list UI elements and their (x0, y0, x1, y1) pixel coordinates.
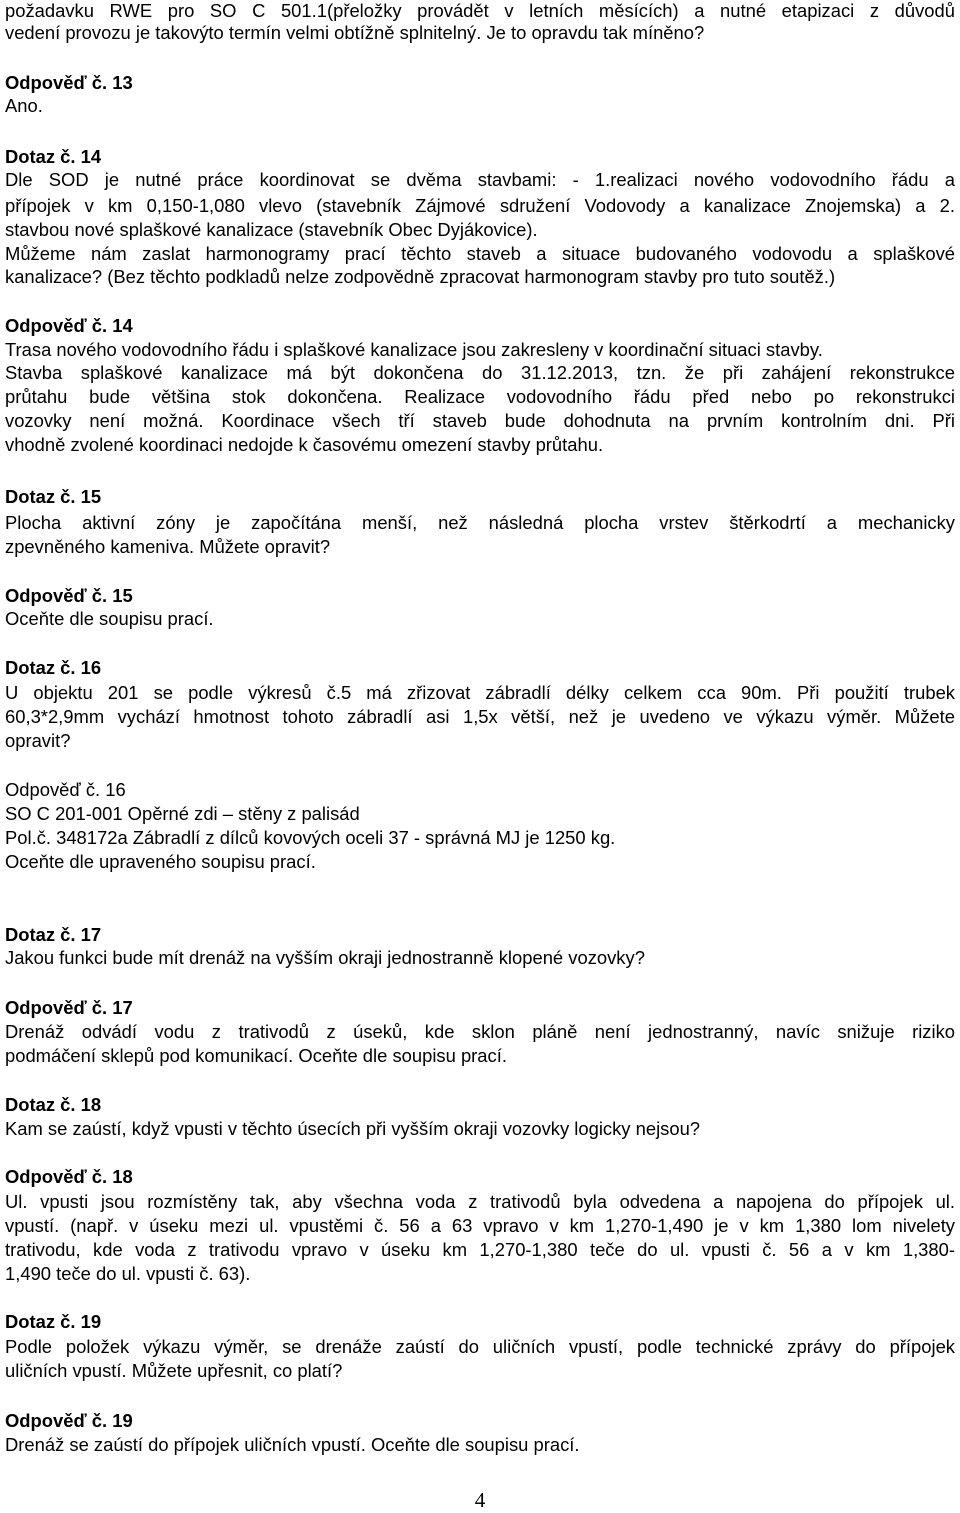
question-line: stavbou nové splaškové kanalizace (stavebník Obec Dyjákovice). (5, 219, 538, 240)
question-line: kanalizace? (Bez těchto podkladů nelze zodpovědně zpracovat harmonogram stavby pro tuto soutěž.) (5, 266, 836, 287)
page-number: 4 (474, 1488, 486, 1512)
answer-heading: Odpověď č. 18 (5, 1166, 133, 1187)
answer-line: Stavba splaškové kanalizace má být dokončena do 31.12.2013, tzn. že při zahájení rekonstrukce (5, 362, 955, 383)
question-line: U objektu 201 se podle výkresů č.5 má zřizovat zábradlí délky celkem cca 90m. Při použití trubek (5, 682, 955, 703)
question-heading: Dotaz č. 18 (5, 1094, 102, 1115)
answer-line: vozovky není možná. Koordinace všech tří staveb bude dohodnuta na prvním kontrolním dni. Při (5, 410, 955, 431)
paragraph-line: vedení provozu je takovýto termín velmi obtížně splnitelný. Je to opravdu tak míněno? (5, 22, 705, 43)
answer-line: Ul. vpusti jsou rozmístěny tak, aby všechna voda z trativodů byla odvedena a napojena do přípojek ul. (5, 1191, 955, 1212)
answer-line: SO C 201-001 Opěrné zdi – stěny z palisád (5, 803, 360, 824)
question-line: Můžeme nám zaslat harmonogramy prací těchto staveb a situace budovaného vodovodu a splaškové (5, 243, 955, 264)
answer-heading: Odpověď č. 19 (5, 1410, 133, 1431)
question-line: opravit? (5, 730, 71, 751)
answer-text: Ano. (5, 95, 43, 116)
question-line: uličních vpustí. Můžete upřesnit, co platí? (5, 1360, 343, 1381)
answer-line: vhodně zvolené koordinaci nedojde k časovému omezení stavby průtahu. (5, 434, 604, 455)
question-line: 60,3*2,9mm vychází hmotnost tohoto zábradlí asi 1,5x větší, než je uvedeno ve výkazu výměr. Můžete (5, 706, 955, 727)
paragraph-line: požadavku RWE pro SO C 501.1(přeložky provádět v letních měsících) a nutné etapizaci z důvodů (5, 0, 955, 21)
answer-line: Drenáž odvádí vodu z trativodů z úseků, kde sklon pláně není jednostranný, navíc snižuje riziko (5, 1021, 955, 1042)
answer-heading: Odpověď č. 14 (5, 315, 133, 336)
question-line: Podle položek výkazu výměr, se drenáže zaústí do uličních vpustí, podle technické zprávy do přípojek (5, 1336, 955, 1357)
answer-text: Oceňte dle soupisu prací. (5, 608, 214, 629)
answer-line: 1,490 teče do ul. vpusti č. 63). (5, 1263, 251, 1284)
answer-line: průtahu bude většina stok dokončena. Realizace vodovodního řádu před nebo po rekonstrukci (5, 386, 955, 407)
question-line: zpevněného kameniva. Můžete opravit? (5, 536, 331, 557)
question-line: Plocha aktivní zóny je započítána menší, než následná plocha vrstev štěrkodrtí a mechanicky (5, 512, 955, 533)
answer-line: trativodu, kde voda z trativodu vpravo v úseku km 1,270-1,380 teče do ul. vpusti č. 56 a v km 1,380- (5, 1239, 955, 1260)
question-heading: Dotaz č. 14 (5, 146, 102, 167)
question-heading: Dotaz č. 15 (5, 486, 102, 507)
question-heading: Dotaz č. 19 (5, 1311, 102, 1332)
question-heading: Dotaz č. 17 (5, 924, 102, 945)
question-text: Jakou funkci bude mít drenáž na vyšším okraji jednostranně klopené vozovky? (5, 947, 645, 968)
answer-heading: Odpověď č. 15 (5, 585, 133, 606)
answer-line: vpustí. (např. v úseku mezi ul. vpustěmi č. 56 a 63 vpravo v km 1,270-1,490 je v km 1,380 lom nivelety (5, 1215, 955, 1236)
answer-line: podmáčení sklepů pod komunikací. Oceňte dle soupisu prací. (5, 1045, 507, 1066)
question-text: Kam se zaústí, když vpusti v těchto úsecích při vyšším okraji vozovky logicky nejsou? (5, 1118, 701, 1139)
question-line: Dle SOD je nutné práce koordinovat se dvěma stavbami: - 1.realizaci nového vodovodního řádu a (5, 169, 955, 190)
question-heading: Dotaz č. 16 (5, 657, 102, 678)
answer-text: Drenáž se zaústí do přípojek uličních vpustí. Oceňte dle soupisu prací. (5, 1434, 580, 1455)
answer-heading: Odpověď č. 13 (5, 72, 133, 93)
answer-line: Oceňte dle upraveného soupisu prací. (5, 851, 316, 872)
answer-line: Pol.č. 348172a Zábradlí z dílců kovových oceli 37 - správná MJ je 1250 kg. (5, 827, 616, 848)
question-line: přípojek v km 0,150-1,080 vlevo (stavebník Zájmové sdružení Vodovody a kanalizace Znojemska) a 2. (5, 195, 955, 216)
answer-line: Trasa nového vodovodního řádu i splaškové kanalizace jsou zakresleny v koordinační situaci stavby. (5, 339, 823, 360)
answer-heading: Odpověď č. 16 (5, 779, 126, 800)
answer-heading: Odpověď č. 17 (5, 997, 133, 1018)
